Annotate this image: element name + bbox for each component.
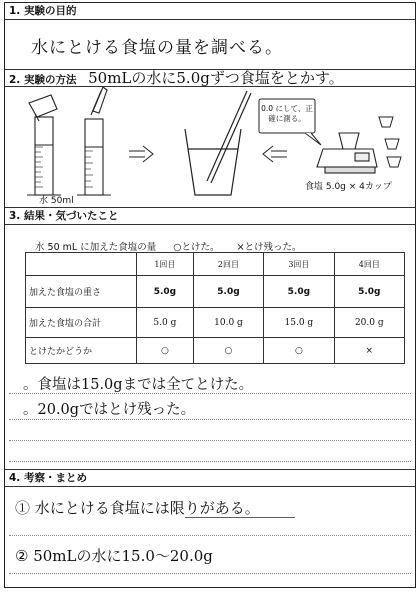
column-header: 4回目: [334, 253, 404, 276]
legend-title: 水 50 mL に加えた食塩の量: [35, 242, 157, 253]
row-label: 加えた食塩の重さ: [26, 276, 137, 308]
conclusion-1: [15, 497, 260, 518]
ruled-line: [9, 461, 411, 462]
column-header: 1回目: [137, 253, 194, 276]
column-header: 2回目: [193, 253, 263, 276]
ruled-line: [9, 573, 411, 574]
legend-undissolved: ×とけ残った。: [236, 242, 302, 253]
row-label: とけたかどうか: [26, 338, 137, 364]
conclusion-1-text: ① 水にとける食塩には限りがある。: [15, 499, 260, 517]
conclusion-2: ② 50mLの水に15.0〜20.0g: [15, 547, 213, 565]
callout-text: 0.0 にして、正確に測る。: [261, 104, 313, 123]
table-row: [26, 308, 405, 338]
table-cell: 5.0 g: [137, 308, 194, 338]
table-cell: 15.0 g: [264, 308, 334, 338]
arrow-right-icon: [129, 146, 153, 162]
results-table: [25, 252, 405, 364]
table-cell: 5.0g: [264, 276, 334, 308]
column-header: 3回目: [264, 253, 334, 276]
table-corner: [26, 253, 137, 276]
ruled-line: [9, 419, 411, 420]
method-text: 50mLの水に5.0gずつ食塩をとかす。: [88, 69, 344, 87]
salt-label: 食塩 5.0g × 4カップ: [305, 182, 392, 192]
table-cell: ○: [193, 338, 263, 364]
note-1: 。食塩は15.0gまでは全てとけた。: [23, 377, 254, 393]
glass-stirring-rod-icon: [185, 91, 251, 195]
section-1-title: 1. 実験の目的: [5, 3, 415, 20]
section-2-title: [5, 69, 415, 87]
salt-cups-icon: [379, 117, 401, 167]
table-cell: 10.0 g: [193, 308, 263, 338]
table-row: [26, 338, 405, 364]
ruled-line: [9, 535, 411, 536]
dropper-cylinder-icon: [77, 87, 111, 195]
note-2: 。20.0gではとけ残った。: [23, 402, 196, 418]
table-cell: ○: [264, 338, 334, 364]
legend-dissolved: ○とけた。: [173, 242, 220, 253]
ruled-line: [9, 440, 411, 441]
table-cell: 5.0g: [334, 276, 404, 308]
table-cell: ○: [137, 338, 194, 364]
table-cell: 5.0g: [137, 276, 194, 308]
table-cell: ×: [334, 338, 404, 364]
section-4-title: 4. 考察・まとめ: [5, 469, 415, 487]
red-underline: [185, 517, 295, 518]
table-cell: 20.0 g: [334, 308, 404, 338]
scale-icon: [317, 133, 377, 173]
section-3-title: 3. 結果・気づいたこと: [5, 207, 415, 225]
legend: [35, 239, 302, 253]
section-2-label: 2. 実験の方法: [9, 74, 77, 86]
table-cell: 5.0g: [193, 276, 263, 308]
purpose-text: 水にとける食塩の量を調べる。: [31, 38, 283, 58]
table-header-row: [26, 253, 405, 276]
graduated-cylinder-icon: [27, 117, 61, 195]
arrow-left-icon: [263, 146, 287, 162]
ruled-line: [9, 393, 411, 394]
row-label: 加えた食塩の合計: [26, 308, 137, 338]
table-row: [26, 276, 405, 308]
worksheet: [4, 2, 416, 588]
water-label: 水 50ml: [39, 196, 74, 206]
